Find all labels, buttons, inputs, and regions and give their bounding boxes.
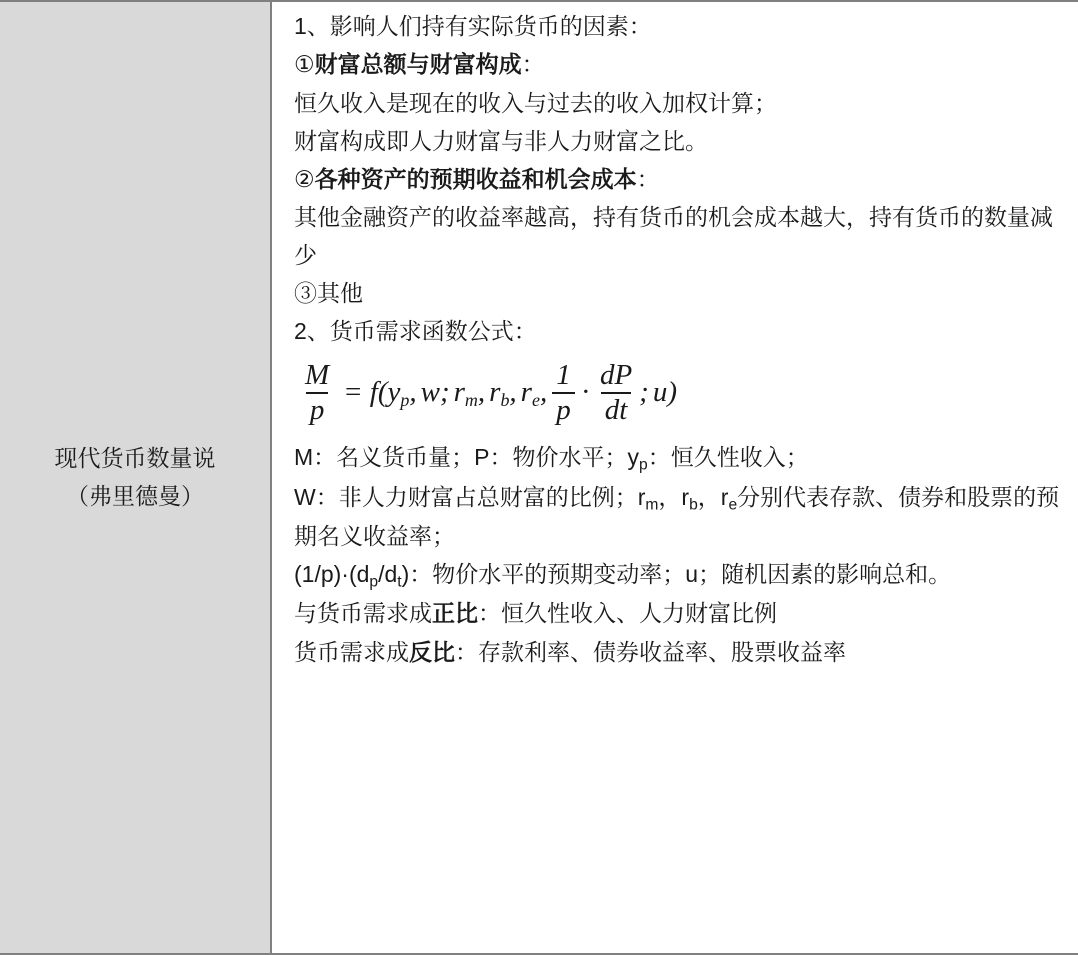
legend-2-sub-e: e [728, 496, 738, 514]
heading-demand-function: 2、货币需求函数公式： [294, 318, 537, 344]
formula-comma-3: , [509, 376, 517, 409]
legend-2-a: W：非人力财富占总财富的比例；r [294, 483, 646, 510]
formula-equals: = [343, 376, 363, 409]
formula-comma-4: , [539, 376, 548, 409]
formula-p2: p [552, 392, 575, 425]
formula-arg-rb [489, 369, 509, 416]
legend-1-a: M：名义货币量；P：物价水平；y [294, 444, 639, 471]
legend-2-sub-m: m [645, 496, 659, 514]
factor-2-marker: ② [294, 166, 315, 192]
legend-3-c: )：物价水平的预期变动率；u；随机因素的影响总和。 [401, 560, 952, 587]
legend-1-sub: p [639, 456, 648, 474]
factor-1-marker: ① [294, 51, 315, 78]
formula-one: 1 [556, 359, 571, 392]
factor-1-title: 财富总额与财富构成 [314, 51, 522, 78]
formula-r3: r [520, 376, 532, 409]
table-cell-content [272, 0, 1078, 955]
formula-r3-sub: e [531, 390, 540, 411]
formula-y-sub: p [400, 390, 410, 411]
formula-fraction-dp-over-dt [596, 360, 636, 425]
factor-1-detail-2: 财富构成即人力财富与非人力财富之比。 [294, 127, 708, 154]
legend-2-d: 分别代表存款、债券和股票的预期名义收益率； [294, 483, 1060, 549]
formula-arg-re [521, 369, 540, 416]
formula-close-paren: ) [667, 376, 678, 409]
formula-function-f: f [369, 376, 378, 409]
heading-factors: 1、影响人们持有实际货币的因素： [294, 13, 652, 39]
formula-arg-w: w [420, 376, 440, 409]
formula-dP: dP [599, 359, 633, 392]
formula-arg-yp [387, 369, 409, 416]
factor-2-detail: 其他金融资产的收益率越高，持有货币的机会成本越大，持有货币的数量减少 [294, 204, 1053, 268]
formula-semicolon-2: ; [639, 376, 649, 409]
formula-r2: r [489, 376, 501, 409]
formula-r1-sub: m [464, 390, 478, 411]
legend-3-sub-p: p [369, 573, 379, 591]
conclusion-2-keyword: 反比 [409, 638, 455, 665]
formula-fraction-one-over-p [552, 360, 575, 425]
factor-item-2 [294, 161, 1060, 198]
formula-semicolon-1: ; [439, 376, 450, 409]
formula-m: M [305, 359, 330, 392]
formula-dot: · [581, 376, 589, 409]
topic-subtitle: （弗里德曼） [66, 482, 204, 509]
legend-2-b: ，r [658, 483, 690, 510]
legend-3-a: (1/p)·(d [294, 560, 370, 587]
factor-item-1 [294, 46, 1060, 83]
formula-dt: dt [601, 392, 632, 425]
conclusion-1-keyword: 正比 [432, 600, 478, 627]
factor-item-3: ③其他 [294, 279, 363, 306]
formula-arg-u: u [652, 376, 668, 409]
formula-y: y [387, 376, 401, 409]
formula-fraction-m-over-p [301, 360, 333, 425]
factor-2-colon: ： [636, 166, 660, 192]
legend-2-sub-b: b [689, 496, 698, 514]
conclusion-negative [294, 634, 1060, 671]
legend-line-1 [294, 439, 1060, 478]
formula-p: p [306, 392, 329, 425]
formula-open-paren: ( [377, 376, 388, 409]
formula-r1: r [453, 376, 465, 409]
legend-line-2 [294, 479, 1060, 555]
legend-line-3 [294, 556, 1060, 595]
topic-title: 现代货币数量说 [54, 444, 216, 471]
conclusion-2-pre: 货币需求成 [294, 638, 409, 665]
formula-arg-rm [454, 369, 478, 416]
table-cell-topic-label [0, 0, 272, 955]
conclusion-1-pre: 与货币需求成 [294, 600, 432, 627]
conclusion-positive [294, 595, 1060, 632]
legend-3-b: /d [378, 560, 398, 587]
money-demand-formula [298, 360, 1060, 425]
formula-r2-sub: b [500, 390, 510, 411]
formula-comma-2: , [477, 376, 486, 409]
factor-1-colon: ： [521, 51, 545, 78]
conclusion-2-post: ：存款利率、债券收益率、股票收益率 [455, 638, 846, 665]
factor-1-detail-1: 恒久收入是现在的收入与过去的收入加权计算； [294, 89, 777, 116]
legend-1-b: ：恒久性收入； [647, 444, 809, 471]
conclusion-1-post: ：恒久性收入、人力财富比例 [478, 600, 777, 627]
legend-3-sub-t: t [397, 573, 402, 591]
factor-2-title: 各种资产的预期收益和机会成本 [314, 166, 637, 192]
legend-2-c: ，r [697, 483, 729, 510]
formula-comma-1: , [409, 376, 417, 409]
